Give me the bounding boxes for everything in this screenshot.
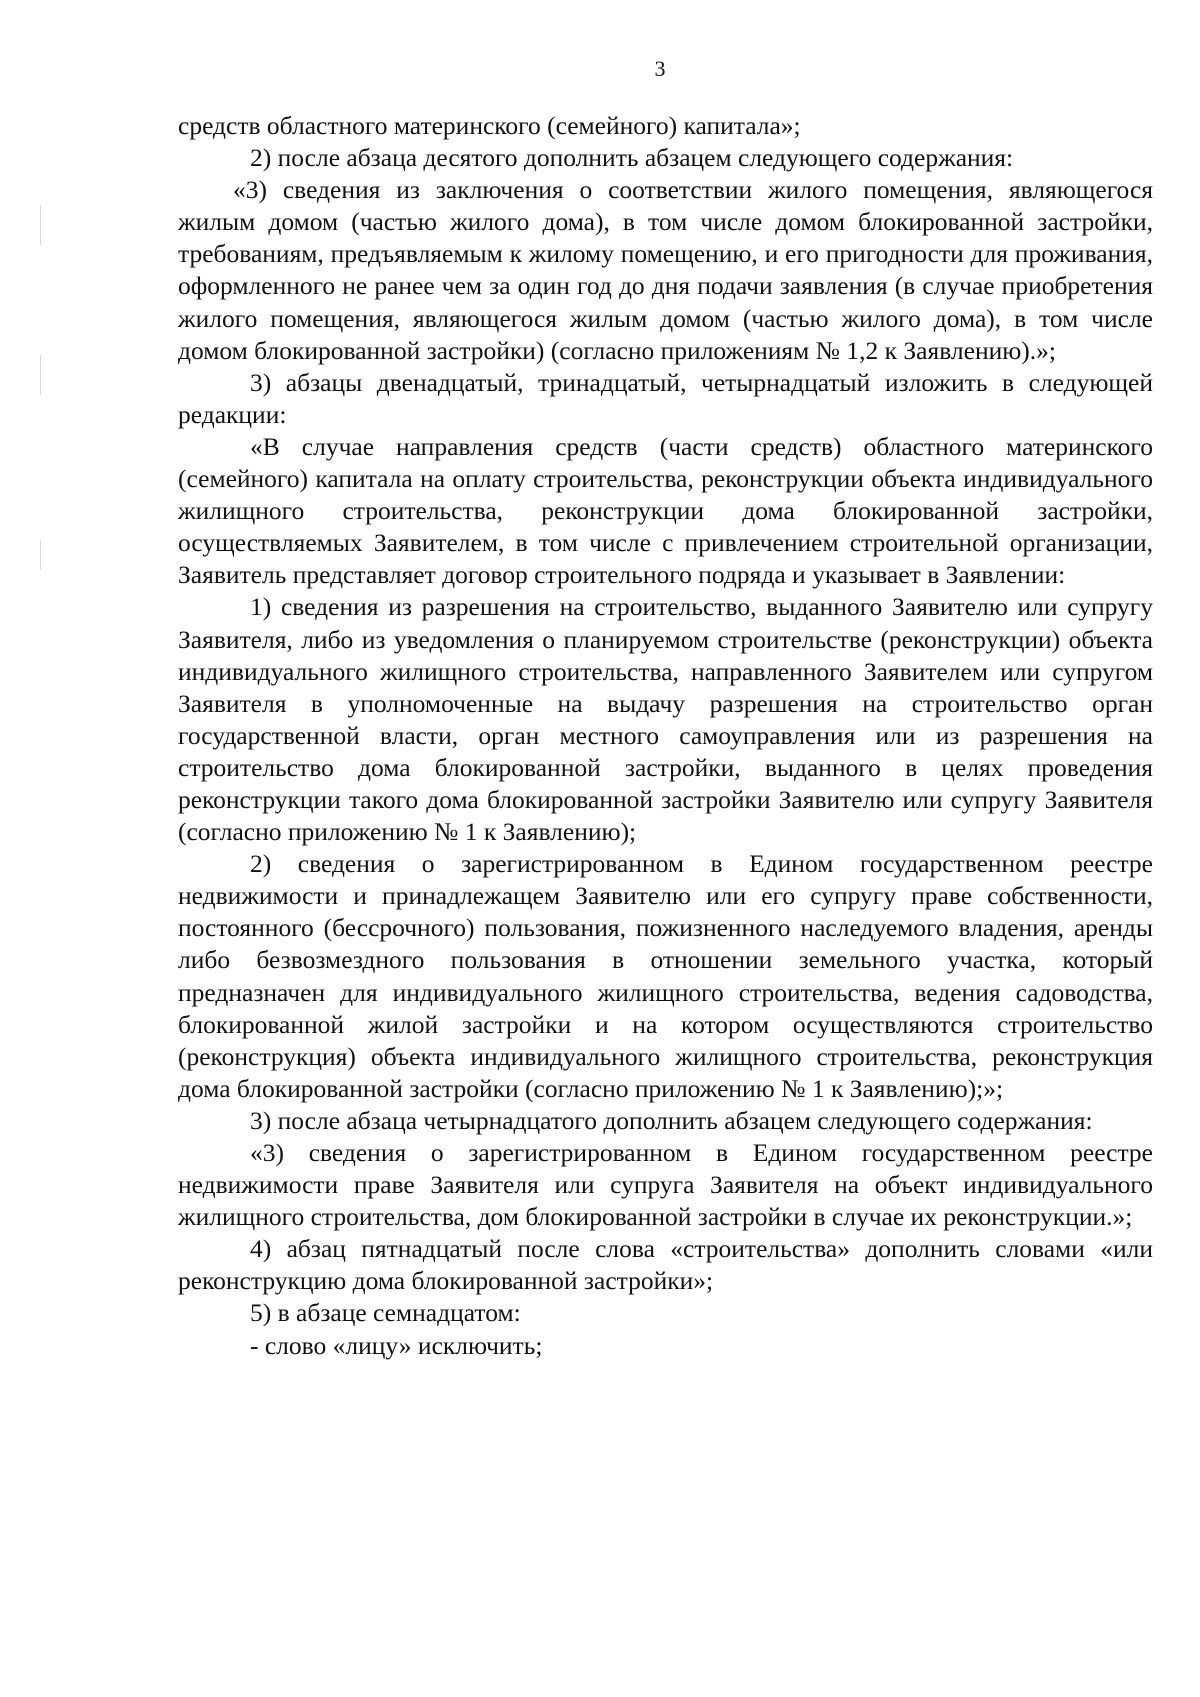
paragraph: средств областного материнского (семейного) капитала»; (178, 111, 801, 140)
paragraph: «В случае направления средств (части средств) областного материнского (семейного) капитала на оплату строительства, реконструкции объекта индивидуального жилищного строительства, реконструкции дома блокированной застройки, осуществляемых Заявителем, в том числе с привлечением строительной организации, Заявитель представляет договор строительного подряда и указывает в Заявлении: (178, 431, 1153, 590)
scan-artifact-line (40, 355, 41, 395)
paragraph: 3) после абзаца четырнадцатого дополнить абзацем следующего содержания: (250, 1105, 1093, 1135)
document-body (178, 110, 1153, 1362)
paragraph: «3) сведения о зарегистрированном в Едином государственном реестре недвижимости праве Заявителя или супруга Заявителя на объект индивидуального жилищного строительства, дом блокированной застройки в случае их реконструкции.»; (178, 1138, 1153, 1232)
paragraph: «3) сведения из заключения о соответствии жилого помещения, являющегося жилым домом (частью жилого дома), в том числе домом блокированной застройки, требованиям, предъявляемым к жилому помещению, и его пригодности для проживания, оформленного не ранее чем за один год до дня подачи заявления (в случае приобретения жилого помещения, являющегося жилым домом (частью жилого дома), в том числе домом блокированной застройки) (согласно приложениям № 1,2 к Заявлению).»; (178, 175, 1153, 365)
paragraph: 1) сведения из разрешения на строительство, выданного Заявителю или супругу Заявителя, либо из уведомления о планируемом строительстве (реконструкции) объекта индивидуального жилищного строительства, направленного Заявителем или супругом Заявителя в уполномоченные на выдачу разрешения на строительство орган государственной власти, орган местного самоуправления или из разрешения на строительство дома блокированной застройки, выданного в целях проведения реконструкции такого дома блокированной застройки Заявителю или супругу Заявителя (согласно приложению № 1 к Заявлению); (178, 592, 1153, 847)
scan-artifact-line (40, 205, 41, 245)
paragraph: 2) сведения о зарегистрированном в Едином государственном реестре недвижимости и принадлежащем Заявителю или его супругу праве собственности, постоянного (бессрочного) пользования, пожизненного наследуемого владения, аренды либо безвозмездного пользования в отношении земельного участка, который предназначен для индивидуального жилищного строительства, ведения садоводства, блокированной жилой застройки и на котором осуществляются строительство (реконструкция) объекта индивидуального жилищного строительства, реконструкция дома блокированной застройки (согласно приложению № 1 к Заявлению);»; (178, 849, 1153, 1103)
page-number: 3 (654, 56, 666, 81)
scan-artifact-line (40, 540, 41, 570)
paragraph: 5) в абзаце семнадцатом: (250, 1298, 521, 1328)
paragraph: - слово «лицу» исключить; (250, 1330, 543, 1360)
paragraph: 3) абзацы двенадцатый, тринадцатый, четырнадцатый изложить в следующей редакции: (178, 367, 1153, 429)
paragraph: 2) после абзаца десятого дополнить абзацем следующего содержания: (250, 143, 1014, 173)
paragraph: 4) абзац пятнадцатый после слова «строительства» дополнить словами «или реконструкцию дома блокированной застройки»; (178, 1234, 1153, 1296)
